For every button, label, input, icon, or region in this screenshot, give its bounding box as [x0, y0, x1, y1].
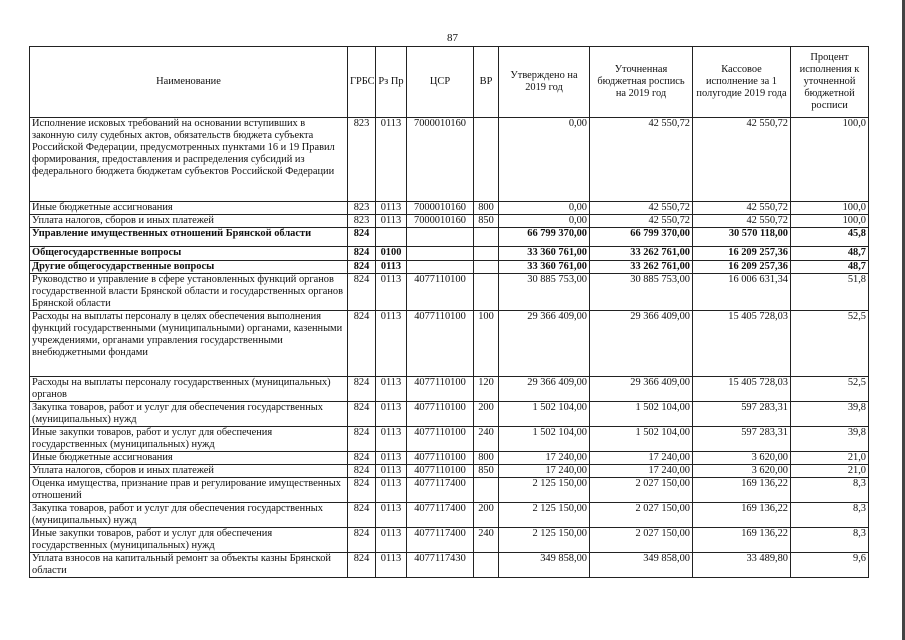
cell-grbs: 823: [348, 215, 376, 228]
cell-refined: 1 502 104,00: [590, 427, 693, 452]
cell-approved: 2 125 150,00: [499, 503, 590, 528]
cell-csr: [407, 261, 474, 274]
cell-rzpr: 0100: [376, 247, 407, 261]
cell-rzpr: 0113: [376, 118, 407, 202]
cell-grbs: 824: [348, 478, 376, 503]
budget-table: [29, 46, 869, 578]
cell-rzpr: 0113: [376, 274, 407, 311]
cell-approved: 2 125 150,00: [499, 478, 590, 503]
cell-refined: 30 885 753,00: [590, 274, 693, 311]
header-approved: Утверждено на 2019 год: [499, 47, 590, 118]
cell-grbs: 824: [348, 503, 376, 528]
cell-approved: 0,00: [499, 215, 590, 228]
cell-vr: [474, 478, 499, 503]
table-row: [30, 465, 869, 478]
cell-rzpr: [376, 228, 407, 247]
cell-csr: [407, 228, 474, 247]
table-row: [30, 452, 869, 465]
cell-cash: 42 550,72: [693, 118, 791, 202]
table-row: [30, 202, 869, 215]
cell-approved: 1 502 104,00: [499, 427, 590, 452]
cell-vr: [474, 118, 499, 202]
cell-refined: 2 027 150,00: [590, 528, 693, 553]
cell-grbs: 824: [348, 377, 376, 402]
cell-refined: 17 240,00: [590, 452, 693, 465]
cell-vr: [474, 247, 499, 261]
cell-rzpr: 0113: [376, 261, 407, 274]
cell-rzpr: 0113: [376, 215, 407, 228]
cell-percent: 100,0: [791, 202, 869, 215]
cell-vr: 800: [474, 202, 499, 215]
cell-percent: 52,5: [791, 377, 869, 402]
cell-rzpr: 0113: [376, 452, 407, 465]
cell-vr: [474, 228, 499, 247]
cell-approved: 0,00: [499, 118, 590, 202]
cell-cash: 42 550,72: [693, 215, 791, 228]
cell-csr: 4077117400: [407, 528, 474, 553]
table-row: [30, 377, 869, 402]
cell-csr: [407, 247, 474, 261]
cell-approved: 66 799 370,00: [499, 228, 590, 247]
header-percent: Процент исполнения к уточненной бюджетной росписи: [791, 47, 869, 118]
cell-rzpr: 0113: [376, 503, 407, 528]
cell-refined: 17 240,00: [590, 465, 693, 478]
cell-name: Уплата взносов на капитальный ремонт за объекты казны Брянской области: [30, 553, 348, 578]
cell-name: Иные закупки товаров, работ и услуг для обеспечения государственных (муниципальных) нужд: [30, 528, 348, 553]
cell-rzpr: 0113: [376, 427, 407, 452]
cell-refined: 33 262 761,00: [590, 261, 693, 274]
header-rzpr: Рз Пр: [376, 47, 407, 118]
cell-vr: 800: [474, 452, 499, 465]
cell-approved: 17 240,00: [499, 465, 590, 478]
cell-refined: 42 550,72: [590, 202, 693, 215]
cell-approved: 29 366 409,00: [499, 311, 590, 377]
cell-csr: 7000010160: [407, 215, 474, 228]
table-row: [30, 311, 869, 377]
page-number: 87: [447, 32, 458, 44]
cell-approved: 349 858,00: [499, 553, 590, 578]
cell-cash: 597 283,31: [693, 402, 791, 427]
cell-percent: 100,0: [791, 118, 869, 202]
cell-cash: 597 283,31: [693, 427, 791, 452]
cell-refined: 1 502 104,00: [590, 402, 693, 427]
table-row: [30, 528, 869, 553]
cell-rzpr: 0113: [376, 553, 407, 578]
cell-cash: 16 006 631,34: [693, 274, 791, 311]
cell-cash: 15 405 728,03: [693, 377, 791, 402]
cell-percent: 9,6: [791, 553, 869, 578]
cell-name: Иные бюджетные ассигнования: [30, 202, 348, 215]
table-row: [30, 118, 869, 202]
cell-csr: 4077117400: [407, 503, 474, 528]
cell-csr: 7000010160: [407, 202, 474, 215]
cell-vr: [474, 261, 499, 274]
cell-name: Исполнение исковых требований на основании вступивших в законную силу судебных актов, обязательств бюджета субъекта Российской Федерации, предусмотренных пунктами 16 и 19 Правил формирования, предоставления и распределения субсидий из федерального бюджета бюджетам субъектов Российской Федерации: [30, 118, 348, 202]
table-row: [30, 247, 869, 261]
cell-csr: 7000010160: [407, 118, 474, 202]
cell-csr: 4077110100: [407, 452, 474, 465]
cell-percent: 48,7: [791, 261, 869, 274]
cell-vr: [474, 553, 499, 578]
cell-grbs: 824: [348, 427, 376, 452]
cell-percent: 21,0: [791, 452, 869, 465]
cell-name: Расходы на выплаты персоналу государственных (муниципальных) органов: [30, 377, 348, 402]
header-csr: ЦСР: [407, 47, 474, 118]
cell-cash: 169 136,22: [693, 528, 791, 553]
cell-name: Закупка товаров, работ и услуг для обеспечения государственных (муниципальных) нужд: [30, 503, 348, 528]
cell-refined: 66 799 370,00: [590, 228, 693, 247]
header-name: Наименование: [30, 47, 348, 118]
cell-grbs: 824: [348, 402, 376, 427]
table-row: [30, 553, 869, 578]
cell-approved: 17 240,00: [499, 452, 590, 465]
header-refined: Уточненная бюджетная роспись на 2019 год: [590, 47, 693, 118]
cell-refined: 33 262 761,00: [590, 247, 693, 261]
cell-percent: 21,0: [791, 465, 869, 478]
cell-approved: 29 366 409,00: [499, 377, 590, 402]
table-row: [30, 478, 869, 503]
cell-vr: 200: [474, 402, 499, 427]
table-row: [30, 402, 869, 427]
cell-csr: 4077110100: [407, 402, 474, 427]
cell-vr: 120: [474, 377, 499, 402]
cell-vr: 850: [474, 465, 499, 478]
table-row: [30, 261, 869, 274]
cell-name: Руководство и управление в сфере установленных функций органов государственной власти Брянской области и государственных органов Брянской области: [30, 274, 348, 311]
cell-vr: 850: [474, 215, 499, 228]
cell-percent: 100,0: [791, 215, 869, 228]
cell-vr: 100: [474, 311, 499, 377]
cell-refined: 29 366 409,00: [590, 377, 693, 402]
cell-name: Другие общегосударственные вопросы: [30, 261, 348, 274]
table-row: [30, 215, 869, 228]
cell-name: Уплата налогов, сборов и иных платежей: [30, 465, 348, 478]
cell-percent: 39,8: [791, 427, 869, 452]
cell-rzpr: 0113: [376, 465, 407, 478]
cell-approved: 30 885 753,00: [499, 274, 590, 311]
table-header-row: [30, 47, 869, 118]
cell-percent: 45,8: [791, 228, 869, 247]
table-body: [30, 118, 869, 578]
cell-name: Иные закупки товаров, работ и услуг для обеспечения государственных (муниципальных) нужд: [30, 427, 348, 452]
table-row: [30, 274, 869, 311]
cell-rzpr: 0113: [376, 478, 407, 503]
cell-cash: 169 136,22: [693, 503, 791, 528]
cell-rzpr: 0113: [376, 402, 407, 427]
cell-cash: 42 550,72: [693, 202, 791, 215]
cell-rzpr: 0113: [376, 202, 407, 215]
cell-cash: 3 620,00: [693, 452, 791, 465]
cell-rzpr: 0113: [376, 377, 407, 402]
cell-cash: 16 209 257,36: [693, 261, 791, 274]
table-row: [30, 228, 869, 247]
cell-grbs: 824: [348, 261, 376, 274]
cell-refined: 2 027 150,00: [590, 503, 693, 528]
cell-percent: 52,5: [791, 311, 869, 377]
cell-refined: 42 550,72: [590, 215, 693, 228]
cell-percent: 39,8: [791, 402, 869, 427]
cell-cash: 16 209 257,36: [693, 247, 791, 261]
cell-cash: 15 405 728,03: [693, 311, 791, 377]
cell-name: Управление имущественных отношений Брянской области: [30, 228, 348, 247]
cell-percent: 8,3: [791, 503, 869, 528]
cell-vr: 240: [474, 427, 499, 452]
cell-csr: 4077110100: [407, 377, 474, 402]
cell-csr: 4077117400: [407, 478, 474, 503]
cell-name: Закупка товаров, работ и услуг для обеспечения государственных (муниципальных) нужд: [30, 402, 348, 427]
header-vr: ВР: [474, 47, 499, 118]
cell-refined: 349 858,00: [590, 553, 693, 578]
table-row: [30, 503, 869, 528]
cell-rzpr: 0113: [376, 528, 407, 553]
budget-table-container: [29, 46, 868, 578]
cell-approved: 1 502 104,00: [499, 402, 590, 427]
cell-csr: 4077110100: [407, 465, 474, 478]
cell-percent: 48,7: [791, 247, 869, 261]
cell-grbs: 824: [348, 452, 376, 465]
cell-name: Уплата налогов, сборов и иных платежей: [30, 215, 348, 228]
cell-name: Оценка имущества, признание прав и регулирование имущественных отношений: [30, 478, 348, 503]
cell-grbs: 824: [348, 528, 376, 553]
cell-grbs: 824: [348, 247, 376, 261]
cell-rzpr: 0113: [376, 311, 407, 377]
cell-grbs: 824: [348, 553, 376, 578]
cell-csr: 4077117430: [407, 553, 474, 578]
cell-csr: 4077110100: [407, 311, 474, 377]
header-cash: Кассовое исполнение за 1 полугодие 2019 года: [693, 47, 791, 118]
cell-percent: 8,3: [791, 528, 869, 553]
header-grbs: ГРБС: [348, 47, 376, 118]
cell-vr: [474, 274, 499, 311]
cell-grbs: 823: [348, 118, 376, 202]
cell-refined: 29 366 409,00: [590, 311, 693, 377]
cell-grbs: 823: [348, 202, 376, 215]
cell-csr: 4077110100: [407, 427, 474, 452]
cell-approved: 0,00: [499, 202, 590, 215]
cell-refined: 42 550,72: [590, 118, 693, 202]
cell-percent: 51,8: [791, 274, 869, 311]
cell-percent: 8,3: [791, 478, 869, 503]
cell-grbs: 824: [348, 228, 376, 247]
cell-grbs: 824: [348, 274, 376, 311]
cell-grbs: 824: [348, 465, 376, 478]
cell-csr: 4077110100: [407, 274, 474, 311]
cell-vr: 240: [474, 528, 499, 553]
cell-cash: 169 136,22: [693, 478, 791, 503]
cell-vr: 200: [474, 503, 499, 528]
cell-cash: 30 570 118,00: [693, 228, 791, 247]
cell-name: Общегосударственные вопросы: [30, 247, 348, 261]
cell-grbs: 824: [348, 311, 376, 377]
table-row: [30, 427, 869, 452]
cell-approved: 2 125 150,00: [499, 528, 590, 553]
cell-approved: 33 360 761,00: [499, 247, 590, 261]
cell-refined: 2 027 150,00: [590, 478, 693, 503]
cell-approved: 33 360 761,00: [499, 261, 590, 274]
cell-name: Иные бюджетные ассигнования: [30, 452, 348, 465]
cell-name: Расходы на выплаты персоналу в целях обеспечения выполнения функций государственными (муниципальными) органами, казенными учреждениями, органами управления государственными внебюджетными фондами: [30, 311, 348, 377]
cell-cash: 3 620,00: [693, 465, 791, 478]
cell-cash: 33 489,80: [693, 553, 791, 578]
